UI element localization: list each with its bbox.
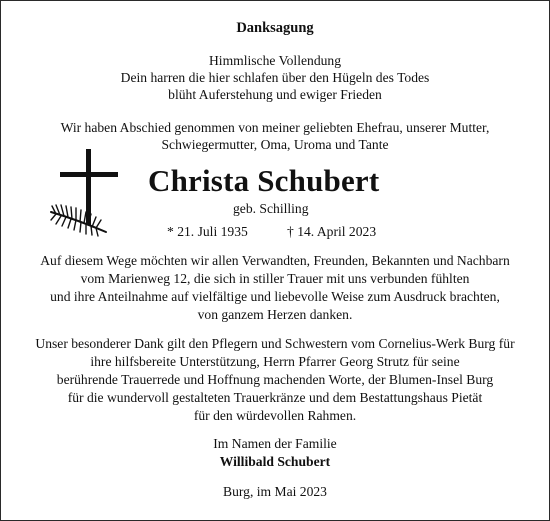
thanks-line: von ganzem Herzen danken. bbox=[197, 307, 353, 322]
place-date: Burg, im Mai 2023 bbox=[223, 484, 327, 499]
death-date: † 14. April 2023 bbox=[287, 224, 377, 239]
palm-branch-icon bbox=[51, 205, 106, 236]
intro-line: Wir haben Abschied genommen von meiner geliebten Ehefrau, unserer Mutter, bbox=[60, 120, 490, 135]
thanks-line: Auf diesem Wege möchten wir allen Verwandten, Freunden, Bekannten und Nachbarn bbox=[40, 253, 510, 268]
intro-line: Schwiegermutter, Oma, Uroma und Tante bbox=[161, 137, 389, 152]
verse-line: Himmlische Vollendung bbox=[208, 53, 342, 68]
special-thanks-line: für die wundervoll gestalteten Trauerkränze und dem Bestattungshaus Pietät bbox=[67, 390, 483, 405]
signature-intro: Im Namen der Familie bbox=[213, 436, 337, 451]
thanks-line: vom Marienweg 12, die sich in stiller Trauer mit uns verbunden fühlten bbox=[80, 271, 470, 286]
cross-icon bbox=[48, 146, 120, 238]
birth-date: * 21. Juli 1935 bbox=[167, 224, 248, 239]
special-thanks-line: berührende Trauerrede und Hoffnung machenden Worte, der Blumen-Insel Burg bbox=[56, 372, 494, 387]
special-thanks-line: Unser besonderer Dank gilt den Pflegern und Schwestern vom Cornelius-Werk Burg für bbox=[35, 336, 515, 351]
birth-name: geb. Schilling bbox=[233, 201, 309, 216]
signature-name: Willibald Schubert bbox=[219, 454, 331, 469]
verse-line: blüht Auferstehung und ewiger Frieden bbox=[168, 87, 382, 102]
notice-heading: Danksagung bbox=[236, 20, 314, 36]
verse-line: Dein harren die hier schlafen über den Hügeln des Todes bbox=[120, 70, 430, 85]
special-thanks-line: ihre hilfsbereite Unterstützung, Herrn Pfarrer Georg Strutz für seine bbox=[90, 354, 460, 369]
thanks-line: und ihre Anteilnahme auf vielfältige und liebevolle Weise zum Ausdruck brachten, bbox=[50, 289, 500, 304]
special-thanks-line: für den würdevollen Rahmen. bbox=[193, 408, 357, 423]
deceased-name: Christa Schubert bbox=[148, 163, 380, 198]
